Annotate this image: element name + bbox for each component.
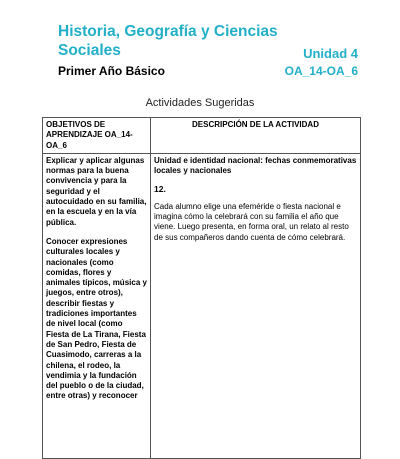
objective-text: Conocer expresiones culturales locales y nacionales (como comidas, flores y animales típicos, música y juegos, entre otros), describir fiestas y tradiciones importantes de nivel local (como Fiesta de La Tirana, Fiesta de San Pedro, Fiesta de Cuasimodo, carreras a la chilena, el rodeo, la vendimia y la fundación del pueblo o de la ciudad, entre otras) y reconocer: [46, 236, 147, 401]
activity-heading: Unidad e identidad nacional: fechas conmemorativas locales y nacionales: [154, 155, 357, 176]
activities-table: [42, 117, 361, 459]
table-header-row: [43, 118, 361, 154]
description-column-header: DESCRIPCIÓN DE LA ACTIVIDAD: [151, 118, 361, 154]
oa-range-label: OA_14-OA_6: [284, 64, 358, 78]
activity-cell: [151, 153, 361, 458]
table-row: [43, 153, 361, 458]
subject-title: Historia, Geografía y Ciencias: [58, 23, 278, 40]
section-title: Actividades Sugeridas: [145, 97, 255, 109]
objectives-cell: [43, 153, 151, 458]
objective-text: Explicar y aplicar algunas normas para la buena convivencia y para la seguridad y el autocuidado en su familia, en la escuela y en la vía pública.: [46, 155, 147, 227]
activity-number: 12.: [154, 184, 166, 195]
document-header: [58, 22, 358, 79]
objectives-column-header: OBJETIVOS DE APRENDIZAJE OA_14-OA_6: [43, 118, 151, 154]
unit-label: Unidad 4: [303, 46, 358, 61]
subject-title-continued: Sociales: [58, 42, 121, 59]
grade-label: Primer Año Básico: [58, 64, 165, 78]
activity-description: Cada alumno elige una efeméride o fiesta nacional e imagina cómo la celebrará con su familia el año que viene. Luego presenta, en forma oral, un relato al resto de sus compañeros dando cuenta de cómo celebrará.: [154, 201, 349, 242]
